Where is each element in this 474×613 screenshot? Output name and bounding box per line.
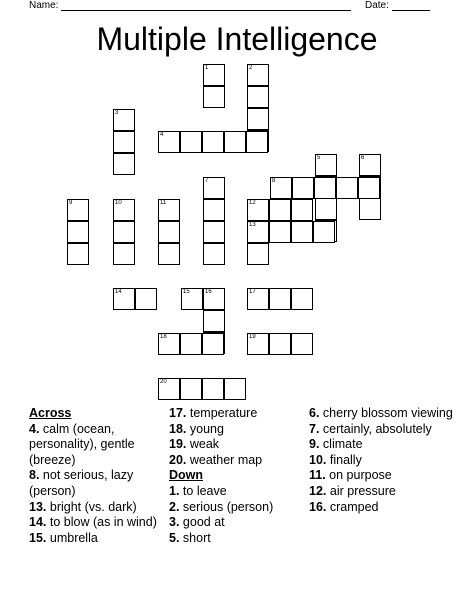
crossword-cell[interactable] xyxy=(291,199,313,221)
crossword-cell[interactable] xyxy=(247,86,269,108)
clue-across xyxy=(169,437,304,453)
crossword-cell[interactable] xyxy=(113,131,135,153)
clue-number-label: 10. xyxy=(309,452,327,467)
clue-across xyxy=(29,422,164,469)
crossword-cell[interactable] xyxy=(158,333,180,355)
clue-text: weather map xyxy=(189,452,263,467)
crossword-cell[interactable] xyxy=(359,154,381,176)
clue-number: 19 xyxy=(249,334,256,340)
crossword-cell[interactable] xyxy=(203,221,225,243)
clue-number-label: 9. xyxy=(309,437,320,452)
clue-across xyxy=(29,515,164,531)
crossword-cell[interactable] xyxy=(269,288,291,310)
clue-across xyxy=(169,453,304,469)
crossword-cell[interactable] xyxy=(203,310,225,332)
crossword-cell[interactable] xyxy=(291,221,313,243)
crossword-cell[interactable] xyxy=(247,199,269,221)
clue-number: 5 xyxy=(317,155,321,161)
clue-number: 2 xyxy=(249,65,253,71)
crossword-cell[interactable] xyxy=(291,288,313,310)
clue-down xyxy=(309,406,454,422)
clue-across xyxy=(169,422,304,438)
crossword-cell[interactable] xyxy=(269,199,291,221)
clue-column-3 xyxy=(309,406,454,515)
clue-text: umbrella xyxy=(49,530,98,545)
clue-down xyxy=(309,437,454,453)
clue-number: 17 xyxy=(249,289,256,295)
crossword-cell[interactable] xyxy=(180,378,202,400)
clue-number-label: 4. xyxy=(29,421,40,436)
crossword-cell[interactable] xyxy=(247,288,269,310)
clue-number-label: 6. xyxy=(309,406,320,420)
crossword-cell[interactable] xyxy=(291,333,313,355)
clue-number: 13 xyxy=(249,222,256,228)
crossword-cell[interactable] xyxy=(203,64,225,86)
clue-number-label: 18. xyxy=(169,421,187,436)
crossword-cell[interactable] xyxy=(247,243,269,265)
crossword-cell[interactable] xyxy=(358,177,380,199)
crossword-cell[interactable] xyxy=(181,288,203,310)
clue-down xyxy=(169,515,304,531)
crossword-cell[interactable] xyxy=(224,378,246,400)
clue-across xyxy=(29,531,164,547)
clue-number: 20 xyxy=(160,379,167,385)
crossword-cell[interactable] xyxy=(158,243,180,265)
clue-number: 9 xyxy=(69,200,73,206)
clue-across xyxy=(169,406,304,422)
clue-text: bright (vs. dark) xyxy=(49,499,137,514)
clue-text: serious (person) xyxy=(182,499,274,514)
clue-text: on purpose xyxy=(329,468,392,483)
crossword-cell[interactable] xyxy=(180,333,202,355)
clue-text: to leave xyxy=(182,483,227,498)
crossword-cell[interactable] xyxy=(67,243,89,265)
crossword-cell[interactable] xyxy=(269,333,291,355)
clue-across xyxy=(29,468,164,499)
crossword-cell[interactable] xyxy=(203,243,225,265)
clue-text: to blow (as in wind) xyxy=(49,515,157,530)
clue-number: 4 xyxy=(160,132,164,138)
crossword-cell[interactable] xyxy=(203,288,225,310)
clue-number-label: 20. xyxy=(169,452,187,467)
clue-column-1 xyxy=(29,406,164,546)
clue-number-label: 8. xyxy=(29,468,40,483)
crossword-cell[interactable] xyxy=(158,131,180,153)
clue-number: 7 xyxy=(205,178,209,184)
crossword-cell[interactable] xyxy=(67,199,89,221)
crossword-cell[interactable] xyxy=(203,177,225,199)
crossword-cell[interactable] xyxy=(158,378,180,400)
clue-number: 10 xyxy=(115,200,122,206)
clue-number: 6 xyxy=(361,155,365,161)
clue-down xyxy=(309,422,454,438)
crossword-cell[interactable] xyxy=(246,131,268,153)
crossword-cell[interactable] xyxy=(113,288,135,310)
clue-column-2 xyxy=(169,406,304,546)
clue-down xyxy=(169,484,304,500)
crossword-cell[interactable] xyxy=(247,108,269,130)
clue-number-label: 13. xyxy=(29,499,47,514)
clue-text: short xyxy=(182,530,211,545)
crossword-cell[interactable] xyxy=(247,333,269,355)
clue-text: finally xyxy=(329,452,362,467)
clue-down xyxy=(169,500,304,516)
crossword-cell[interactable] xyxy=(202,333,224,355)
clue-number-label: 7. xyxy=(309,421,320,436)
crossword-cell[interactable] xyxy=(202,378,224,400)
crossword-cell[interactable] xyxy=(359,198,381,220)
clue-number-label: 17. xyxy=(169,406,187,420)
worksheet-header xyxy=(0,0,474,14)
crossword-cell[interactable] xyxy=(270,177,292,199)
clue-number-label: 2. xyxy=(169,499,180,514)
clue-text: not serious, lazy (person) xyxy=(29,468,134,498)
crossword-cell[interactable] xyxy=(202,131,224,153)
clue-down xyxy=(169,531,304,547)
crossword-cell[interactable] xyxy=(336,177,358,199)
name-field-line[interactable] xyxy=(61,10,351,11)
clue-number: 3 xyxy=(115,110,119,116)
clue-text: young xyxy=(189,421,224,436)
crossword-cell[interactable] xyxy=(247,221,269,243)
date-label: Date: xyxy=(365,0,389,11)
crossword-cell[interactable] xyxy=(113,221,135,243)
clue-text: cramped xyxy=(329,499,379,514)
clue-number-label: 15. xyxy=(29,530,47,545)
clue-text: temperature xyxy=(189,406,258,420)
clue-number-label: 14. xyxy=(29,515,47,530)
crossword-cell[interactable] xyxy=(203,86,225,108)
clue-number-label: 5. xyxy=(169,530,180,545)
crossword-cell[interactable] xyxy=(158,221,180,243)
clue-number: 15 xyxy=(183,289,190,295)
clue-text: air pressure xyxy=(329,483,396,498)
clue-down xyxy=(309,453,454,469)
across-heading: Across xyxy=(29,406,72,420)
clue-down xyxy=(309,468,454,484)
crossword-cell[interactable] xyxy=(203,199,225,221)
crossword-cell[interactable] xyxy=(135,288,157,310)
page-title: Multiple Intelligence xyxy=(96,21,378,57)
crossword-cell[interactable] xyxy=(113,109,135,131)
clue-down xyxy=(309,500,454,516)
clue-number-label: 19. xyxy=(169,437,187,452)
clue-number-label: 1. xyxy=(169,483,180,498)
clue-text: good at xyxy=(182,515,225,530)
clue-text: calm (ocean, personality), gentle (breeze) xyxy=(29,421,135,467)
crossword-cell[interactable] xyxy=(292,177,314,199)
clue-text: cherry blossom viewing xyxy=(322,406,453,420)
crossword-cell[interactable] xyxy=(113,199,135,221)
crossword-cell[interactable] xyxy=(315,198,337,220)
crossword-cell[interactable] xyxy=(67,221,89,243)
clue-number-label: 16. xyxy=(309,499,327,514)
clue-number: 16 xyxy=(205,289,212,295)
crossword-cell[interactable] xyxy=(158,199,180,221)
crossword-cell[interactable] xyxy=(247,64,269,86)
clue-text: climate xyxy=(322,437,363,452)
clue-number: 12 xyxy=(249,200,256,206)
crossword-cell[interactable] xyxy=(113,153,135,175)
crossword-cell[interactable] xyxy=(313,221,335,243)
clue-across xyxy=(29,500,164,516)
crossword-cell[interactable] xyxy=(180,131,202,153)
clue-number: 14 xyxy=(115,289,122,295)
clue-number-label: 12. xyxy=(309,483,327,498)
clue-number-label: 3. xyxy=(169,515,180,530)
name-label: Name: xyxy=(29,0,59,11)
clue-down xyxy=(309,484,454,500)
clue-number: 18 xyxy=(160,334,167,340)
date-field-line[interactable] xyxy=(392,10,430,11)
clue-text: weak xyxy=(189,437,220,452)
clue-text: certainly, absolutely xyxy=(322,421,432,436)
clue-number: 1 xyxy=(205,65,209,71)
crossword-cell[interactable] xyxy=(113,243,135,265)
crossword-cell[interactable] xyxy=(315,154,337,176)
clue-number-label: 11. xyxy=(309,468,326,483)
crossword-cell[interactable] xyxy=(314,177,336,199)
clue-number: 11 xyxy=(160,200,167,206)
clue-number: 8 xyxy=(272,178,276,184)
crossword-cell[interactable] xyxy=(269,221,291,243)
crossword-cell[interactable] xyxy=(224,131,246,153)
down-heading: Down xyxy=(169,468,204,483)
